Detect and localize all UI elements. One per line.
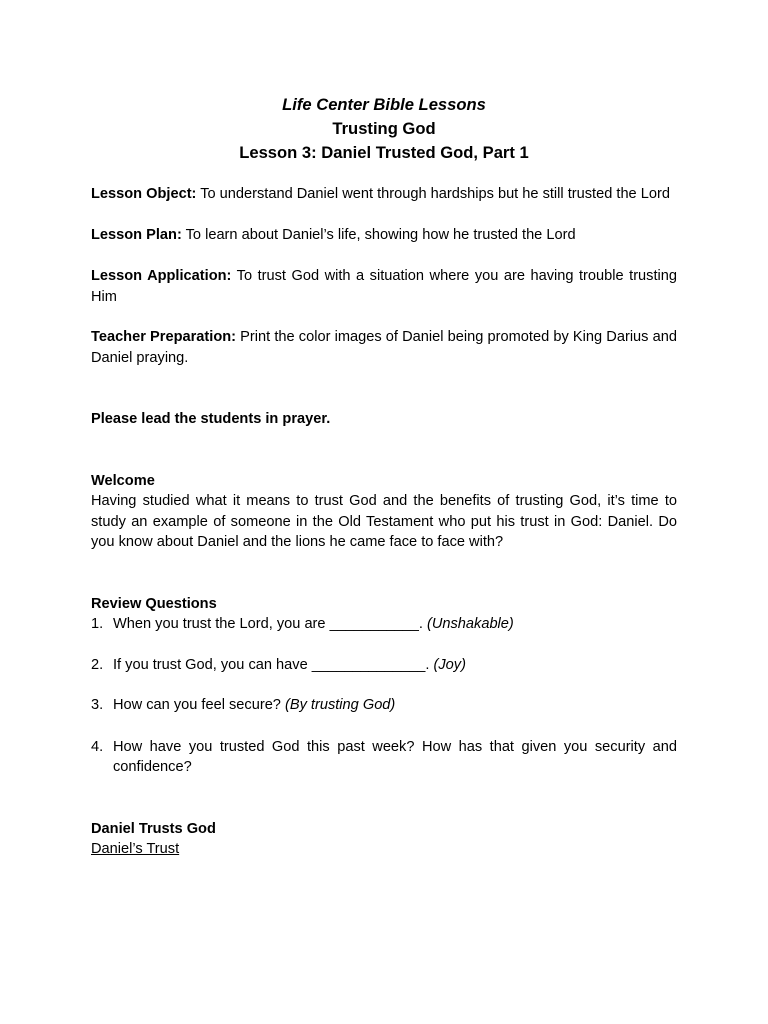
question-text [113,695,677,716]
lesson-object-text: To understand Daniel went through hardships but he still trusted the Lord [196,186,670,202]
question-text [113,737,677,778]
lesson-plan [91,225,677,246]
teacher-preparation-text: Print the color images of Daniel being promoted by King Darius and Daniel praying. [91,329,677,366]
question-number: 3. [91,697,104,713]
story-subheading: Daniel’s Trust [91,841,180,857]
question-number: 4. [91,738,104,755]
document-header [91,93,677,165]
teacher-preparation-label: Teacher Preparation: [91,329,237,345]
document-page [91,93,677,860]
unit-title: Trusting God [332,119,436,138]
review-heading: Review Questions [91,595,217,612]
question-prompt: How have you trusted God this past week? How has that given you security and confidence? [113,738,677,775]
welcome-heading: Welcome [91,472,155,489]
review-question [91,614,677,635]
question-prompt: How can you feel secure? [113,697,285,713]
question-text [113,614,677,635]
question-prompt: If you trust God, you can have ______________. [113,656,434,673]
welcome-text: Having studied what it means to trust God and the benefits of trusting God, it’s time to study an example of someone in the Old Testament who put his trust in God: Daniel. Do you know about Daniel and the lions he came face to face with? [91,493,677,550]
lesson-title: Lesson 3: Daniel Trusted God, Part 1 [239,143,529,162]
lesson-application-text: To trust God with a situation where you are having trouble trusting Him [91,268,677,305]
lesson-application-label: Lesson Application: [91,268,232,284]
lesson-plan-label: Lesson Plan: [91,226,182,243]
review-question [91,655,677,676]
teacher-preparation [91,327,677,368]
question-answer: (By trusting God) [284,697,396,713]
series-title: Life Center Bible Lessons [282,95,486,114]
question-number: 1. [91,616,104,632]
lesson-object-label: Lesson Object: [91,186,197,202]
story-heading: Daniel Trusts God [91,820,216,837]
lesson-object [91,184,677,205]
prayer-instruction: Please lead the students in prayer. [91,411,331,427]
question-prompt: When you trust the Lord, you are ___________. [113,616,427,632]
question-number: 2. [91,656,104,673]
question-answer: (Joy) [433,656,466,673]
review-question [91,695,677,716]
question-text [113,655,677,676]
question-answer: (Unshakable) [426,616,514,632]
lesson-application [91,266,677,307]
lesson-plan-text: To learn about Daniel’s life, showing how he trusted the Lord [181,226,576,243]
review-question [91,737,677,778]
